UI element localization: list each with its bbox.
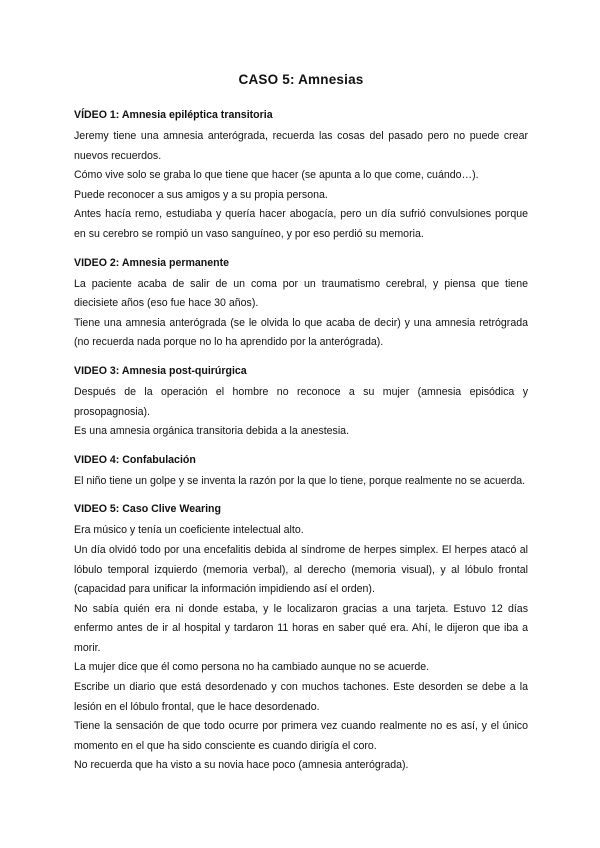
paragraph: Un día olvidó todo por una encefalitis debida al síndrome de herpes simplex. El herpes atacó al lóbulo temporal izquierdo (memoria verbal), al derecho (memoria visual), y al lóbulo frontal (capacidad para unificar la información impidiendo así el orden).: [74, 543, 528, 596]
section-heading: VIDEO 5: Caso Clive Wearing: [74, 503, 221, 516]
paragraph: Tiene una amnesia anterógrada (se le olvida lo que acaba de decir) y una amnesia retrógrada (no recuerda nada porque no lo ha aprendido por la anterógrada).: [74, 316, 528, 349]
section-video-1: [74, 107, 528, 245]
paragraph: No recuerda que ha visto a su novia hace poco (amnesia anterógrada).: [74, 759, 409, 772]
section-heading: VIDEO 3: Amnesia post-quirúrgica: [74, 364, 247, 377]
section-video-5: [74, 501, 528, 776]
paragraph: Puede reconocer a sus amigos y a su propia persona.: [74, 188, 328, 201]
document-title: CASO 5: Amnesias: [238, 72, 364, 87]
section-heading: VIDEO 4: Confabulación: [74, 453, 196, 466]
document-page: [74, 72, 528, 786]
paragraph: No sabía quién era ni donde estaba, y le localizaron gracias a una tarjeta. Estuvo 12 días enfermo antes de ir al hospital y tardaron 11 horas en saber qué era. Ahí, le dijeron que iba a morir.: [74, 602, 528, 654]
paragraph: Jeremy tiene una amnesia anterógrada, recuerda las cosas del pasado pero no puede crear nuevos recuerdos.: [74, 130, 528, 162]
section-heading: VÍDEO 1: Amnesia epiléptica transitoria: [74, 109, 273, 121]
paragraph: Era músico y tenía un coeficiente intelectual alto.: [74, 524, 304, 537]
paragraph: Tiene la sensación de que todo ocurre por primera vez cuando realmente no es así, y el único momento en el que ha sido consciente es cuando dirigía el coro.: [74, 720, 528, 752]
paragraph: Después de la operación el hombre no reconoce a su mujer (amnesia episódica y prosopagnosia).: [74, 385, 528, 418]
paragraph: Es una amnesia orgánica transitoria debida a la anestesia.: [74, 425, 350, 438]
section-heading: VIDEO 2: Amnesia permanente: [74, 256, 230, 269]
paragraph: Escribe un diario que está desordenado y con muchos tachones. Este desorden se debe a la lesión en el lóbulo frontal, que le hace desordenado.: [74, 681, 528, 713]
paragraph: La paciente acaba de salir de un coma por un traumatismo cerebral, y piensa que tiene diecisiete años (eso fue hace 30 años).: [74, 277, 528, 310]
paragraph: La mujer dice que él como persona no ha cambiado aunque no se acuerde.: [74, 661, 430, 674]
paragraph: Antes hacía remo, estudiaba y quería hacer abogacía, pero un día sufrió convulsiones porque en su cerebro se rompió un vaso sanguíneo, y por eso perdió su memoria.: [74, 208, 528, 240]
section-video-4: [74, 452, 528, 492]
section-video-2: [74, 255, 528, 353]
section-video-3: [74, 363, 528, 442]
paragraph: Cómo vive solo se graba lo que tiene que hacer (se apunta a lo que come, cuándo…).: [74, 169, 479, 182]
paragraph: El niño tiene un golpe y se inventa la razón por la que lo tiene, porque realmente no se acuerda.: [74, 474, 526, 487]
